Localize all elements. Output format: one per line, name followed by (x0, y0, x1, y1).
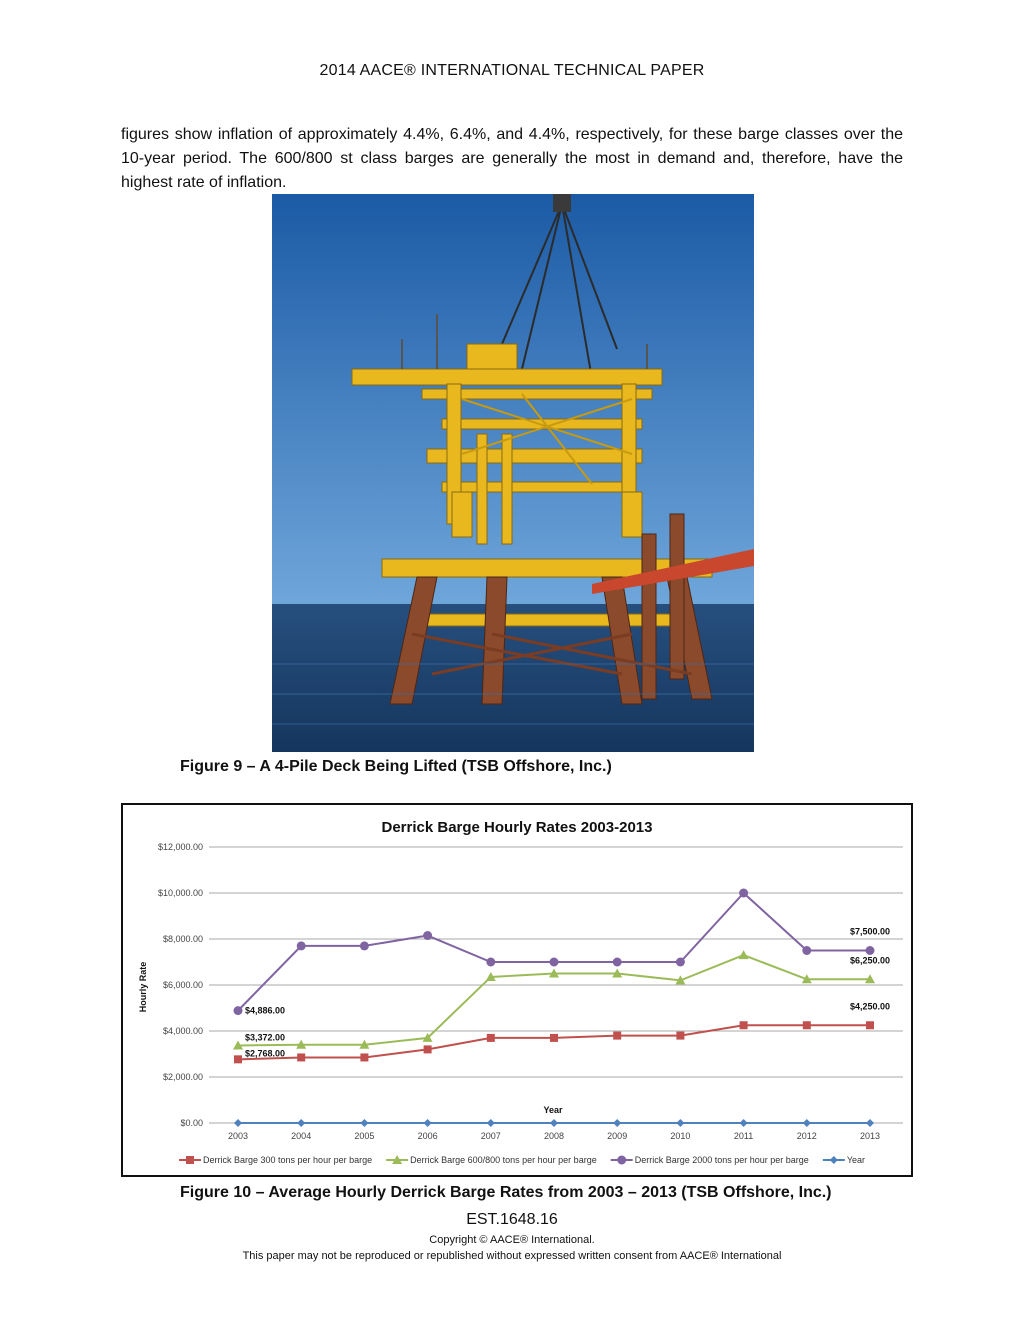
paper-code: EST.1648.16 (466, 1211, 558, 1228)
legend-item-1 (386, 1155, 597, 1165)
x-tick-label: 2013 (859, 1131, 881, 1141)
chart-frame (121, 803, 913, 1177)
data-label: $6,250.00 (849, 955, 890, 966)
x-tick-label: 2006 (417, 1131, 438, 1141)
x-tick-label: 2003 (227, 1131, 249, 1141)
x-tick-label: 2012 (796, 1131, 817, 1141)
data-point (360, 1119, 368, 1127)
data-point (234, 1055, 242, 1063)
y-tick-label: $6,000.00 (162, 980, 203, 990)
data-point (739, 889, 748, 898)
legend-label: Derrick Barge 2000 tons per hour per barge (634, 1155, 809, 1165)
y-tick-label: $12,000.00 (157, 842, 203, 852)
data-point (739, 950, 749, 959)
data-point (234, 1119, 242, 1127)
data-point (830, 1156, 838, 1164)
data-point (613, 958, 622, 967)
y-axis-ticks (158, 842, 203, 1128)
y-tick-label: $2,000.00 (162, 1072, 203, 1082)
data-point (486, 958, 495, 967)
data-point (297, 1119, 305, 1127)
x-tick-label: 2008 (543, 1131, 565, 1141)
data-point (360, 941, 369, 950)
data-point (297, 941, 306, 950)
series-2 (234, 889, 875, 1016)
data-point (740, 1119, 748, 1127)
data-point (550, 1034, 558, 1042)
series-0 (234, 1021, 874, 1063)
data-point (803, 1021, 811, 1029)
page-header: 2014 AACE® INTERNATIONAL TECHNICAL PAPER (319, 62, 705, 79)
data-point (866, 1021, 874, 1029)
data-point (866, 1119, 874, 1127)
data-point (617, 1156, 626, 1165)
x-tick-label: 2009 (607, 1131, 628, 1141)
y-tick-label: $0.00 (180, 1118, 203, 1128)
y-tick-label: $10,000.00 (157, 888, 203, 898)
data-point (866, 946, 875, 955)
data-point (676, 1032, 684, 1040)
series-line (238, 893, 870, 1011)
figure10-caption: Figure 10 – Average Hourly Derrick Barge Rates from 2003 – 2013 (TSB Offshore, Inc.) (180, 1184, 832, 1201)
platform-deck-photo (272, 194, 754, 752)
y-axis-title: Hourly Rate (138, 961, 148, 1013)
legend-label: Year (846, 1155, 865, 1165)
data-label: $7,500.00 (849, 926, 890, 937)
chart-gridlines (209, 847, 903, 1123)
legend-item-2 (611, 1155, 809, 1165)
legend-item-0 (179, 1155, 372, 1165)
data-point (803, 1119, 811, 1127)
x-tick-label: 2007 (480, 1131, 501, 1141)
data-point (487, 1034, 495, 1042)
data-label: $2,768.00 (245, 1048, 286, 1059)
figure9-caption: Figure 9 – A 4-Pile Deck Being Lifted (TSB Offshore, Inc.) (180, 758, 612, 775)
derrick-barge-chart (123, 805, 911, 1175)
copyright-line: Copyright © AACE® International. (429, 1234, 595, 1246)
legend-label: Derrick Barge 300 tons per hour per barge (203, 1155, 373, 1165)
data-point (550, 958, 559, 967)
data-point (550, 1119, 558, 1127)
platform-deck-illustration (272, 194, 754, 752)
series-3 (234, 1119, 874, 1127)
x-tick-label: 2011 (733, 1131, 754, 1141)
data-point (613, 1032, 621, 1040)
data-point (676, 958, 685, 967)
data-point (802, 946, 811, 955)
data-point (234, 1006, 243, 1015)
chart-series (233, 889, 875, 1128)
data-point (423, 931, 432, 940)
data-point (487, 1119, 495, 1127)
data-label: $4,886.00 (245, 1005, 286, 1016)
data-label: $3,372.00 (245, 1032, 286, 1043)
data-point (360, 1053, 368, 1061)
y-tick-label: $8,000.00 (162, 934, 203, 944)
x-axis-title: Year (543, 1105, 563, 1115)
data-point (424, 1045, 432, 1053)
chart-title: Derrick Barge Hourly Rates 2003-2013 (381, 819, 653, 836)
chart-legend (179, 1155, 865, 1165)
x-tick-label: 2005 (354, 1131, 375, 1141)
series-line (238, 1025, 870, 1059)
data-point (613, 1119, 621, 1127)
data-point (676, 1119, 684, 1127)
data-point (424, 1119, 432, 1127)
reproduction-notice: This paper may not be reproduced or republished without expressed written consent from AACE® International (242, 1250, 782, 1262)
data-label: $4,250.00 (849, 1001, 890, 1012)
data-point (186, 1156, 194, 1164)
x-tick-label: 2004 (291, 1131, 312, 1141)
x-tick-label: 2010 (670, 1131, 691, 1141)
body-paragraph: figures show inflation of approximately 4.4%, 6.4%, and 4.4%, respectively, for these barge classes over the 10-year period. The 600/800 st class barges are generally the most in demand and, therefore, have the highest rate of inflation. (121, 126, 903, 191)
data-point (740, 1021, 748, 1029)
y-tick-label: $4,000.00 (162, 1026, 203, 1036)
x-axis-ticks (228, 1131, 880, 1141)
data-point (297, 1053, 305, 1061)
legend-label: Derrick Barge 600/800 tons per hour per barge (410, 1155, 597, 1165)
legend-item-3 (823, 1155, 865, 1165)
